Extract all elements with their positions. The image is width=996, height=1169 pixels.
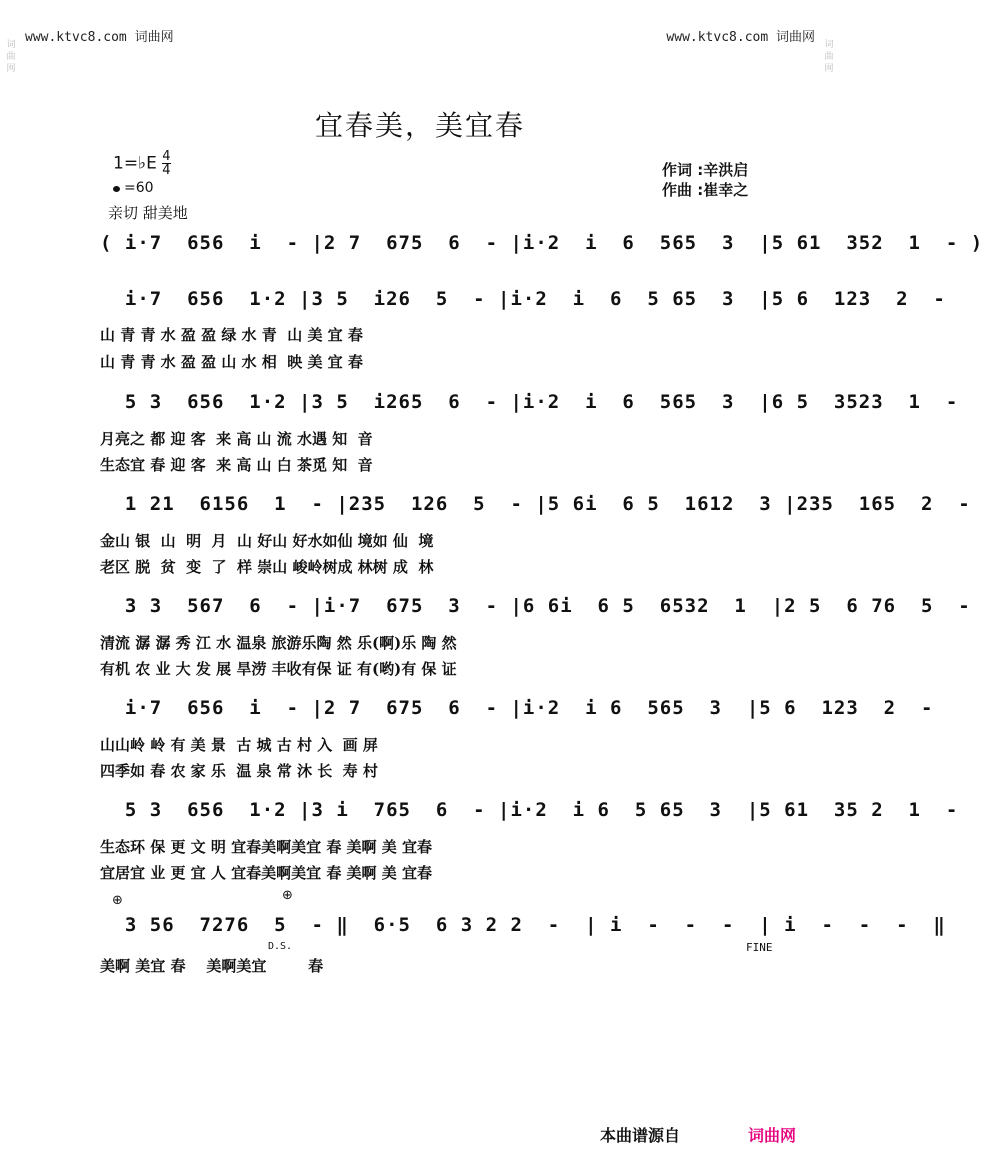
lyric-line: 宜居宜 业 更 宜 人 宜春美啊美宜 春 美啊 美 宜春 [100,864,433,882]
score-line: 3 3 567 6 - |i·7 675 3 - |6 6i 6 5 6532 1 |2 5 6 76 5 - [100,595,996,617]
time-signature: $\frac{4}{4}$ [162,149,171,178]
lyric-line: 山山岭 岭 有 美 景 古 城 古 村 入 画 屏 [100,736,378,754]
song-title: 宜春美，美宜春 [314,109,525,142]
quarter-note-icon [113,186,120,192]
score-line: 5 3 656 1·2 |3 5 i265 6 - |i·2 i 6 565 3 |6 5 3523 1 - [100,391,984,413]
score-line: ( i·7 656 i - |2 7 675 6 - |i·2 i 6 565 3 |5 61 352 1 - ) [100,232,984,254]
lyric-line: 四季如 春 农 家 乐 温 泉 常 沐 长 寿 村 [100,762,378,780]
segno-icon: ⊕ [282,888,293,903]
lyric-line: 山 青 青 水 盈 盈 山 水 相 映 美 宜 春 [100,353,363,371]
lyric-line: 山 青 青 水 盈 盈 绿 水 青 山 美 宜 春 [100,326,363,344]
dal-segno-mark: D.S. [268,941,293,952]
brand-logo[interactable]: 词曲网 [748,1126,797,1145]
fine-mark: FINE [746,941,773,954]
score-line: i·7 656 1·2 |3 5 i26 5 - |i·2 i 6 5 65 3 |5 6 123 2 - [100,288,971,310]
lyric-line: 金山 银 山 明 月 山 好山 好水如仙 境如 仙 境 [100,532,434,550]
lyric-line: 美啊 美宜 春 美啊美宜 春 [100,957,324,975]
tempo-marking: =60 [113,180,154,196]
source-label: 本曲谱源自 [600,1126,681,1145]
score-line: 5 3 656 1·2 |3 i 765 6 - |i·2 i 6 5 65 3 |5 61 35 2 1 - [100,799,984,821]
lyric-line: 月亮之 都 迎 客 来 高 山 流 水遇 知 音 [100,430,373,448]
expression-marking: 亲切 甜美地 [108,204,188,222]
credits [662,160,748,200]
score-line: 1 21 6156 1 - |235 126 5 - |5 6i 6 5 1612 3 |235 165 2 - [100,493,996,515]
site-url-right: www.ktvc8.com 词曲网 [666,30,815,45]
lyricist: 作词 :辛洪启 [662,161,749,179]
watermark-strip-right: 词 曲 网 [824,40,834,74]
lyric-line: 生态宜 春 迎 客 来 高 山 白 茶觅 知 音 [100,456,373,474]
key-signature: 1=♭E $\frac{4}{4}$ [113,149,171,178]
lyric-line: 生态环 保 更 文 明 宜春美啊美宜 春 美啊 美 宜春 [100,838,433,856]
segno-icon: ⊕ [112,893,123,908]
lyric-line: 有机 农 业 大 发 展 旱涝 丰收有保 证 有(哟)有 保 证 [100,660,457,678]
lyric-line: 老区 脱 贫 变 了 样 崇山 峻岭树成 林树 成 林 [100,558,434,576]
score-line: i·7 656 i - |2 7 675 6 - |i·2 i 6 565 3 |5 6 123 2 - [100,697,959,719]
site-url-left: www.ktvc8.com 词曲网 [25,30,174,45]
score-line: 3 56 7276 5 - ‖ 6·5 6 3 2 2 - | i - - - | i - - - ‖ [100,914,946,936]
composer: 作曲 :崔幸之 [662,181,749,199]
lyric-line: 清流 潺 潺 秀 江 水 温泉 旅游乐陶 然 乐(啊)乐 陶 然 [100,634,457,652]
watermark-strip-left: 词 曲 网 [6,40,16,74]
